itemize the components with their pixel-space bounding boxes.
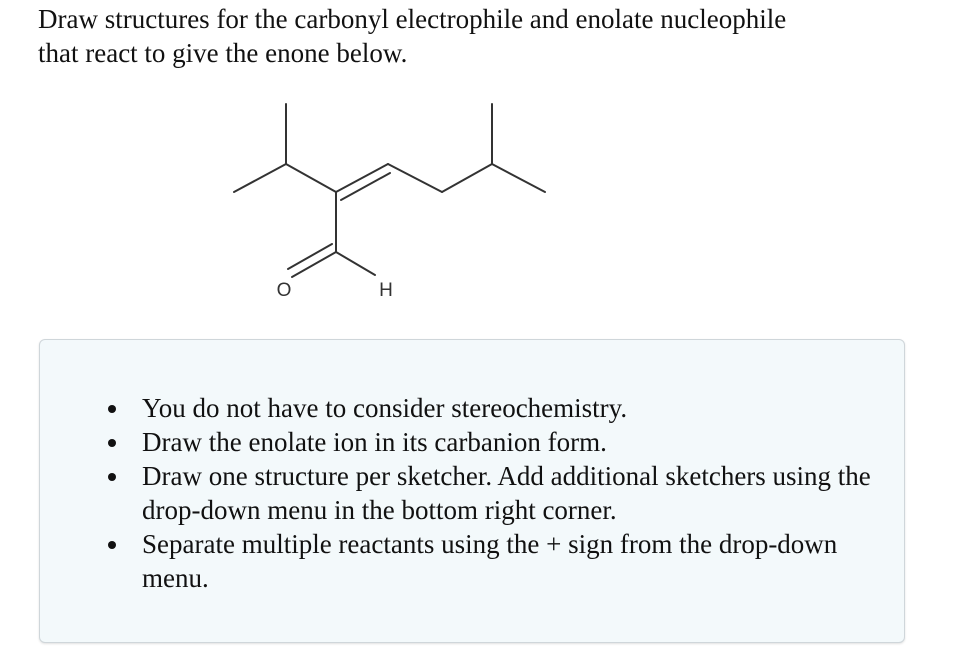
instructions-box [39, 339, 905, 643]
atom-label-oxygen: O [276, 280, 292, 301]
instruction-item [142, 459, 902, 527]
bond-carbonyl-1 [292, 252, 336, 277]
bond-left-methyl-down [234, 164, 286, 192]
instructions-list [100, 391, 902, 595]
question-line-2: that react to give the enone below. [38, 38, 408, 68]
bullet-icon [108, 473, 116, 481]
bond-left-ch-to-alpha [286, 164, 336, 192]
question-text [38, 2, 938, 70]
instruction-item [142, 391, 902, 425]
bond-ch-to-ch2 [388, 164, 442, 192]
bond-right-methyl-down [492, 164, 545, 192]
bullet-icon [108, 439, 116, 447]
instruction-text: Draw one structure per sketcher. Add additional sketchers using the drop-down menu in the bottom right corner. [142, 461, 871, 525]
instruction-text: Draw the enolate ion in its carbanion form. [142, 427, 607, 457]
bond-carbonyl-2 [288, 244, 332, 269]
enone-structure [220, 92, 580, 312]
instruction-item [142, 527, 902, 595]
bond-cho-to-h [336, 252, 375, 275]
bullet-icon [108, 405, 116, 413]
instruction-text: Separate multiple reactants using the + sign from the drop-down menu. [142, 529, 838, 593]
enone-skeletal-drawing [220, 92, 580, 312]
instruction-item [142, 425, 902, 459]
atom-label-hydrogen: H [379, 280, 393, 301]
bullet-icon [108, 541, 116, 549]
instruction-text: You do not have to consider stereochemistry. [142, 393, 628, 423]
bond-ch2-to-ch [442, 164, 492, 192]
question-line-1: Draw structures for the carbonyl electrophile and enolate nucleophile [38, 4, 787, 34]
